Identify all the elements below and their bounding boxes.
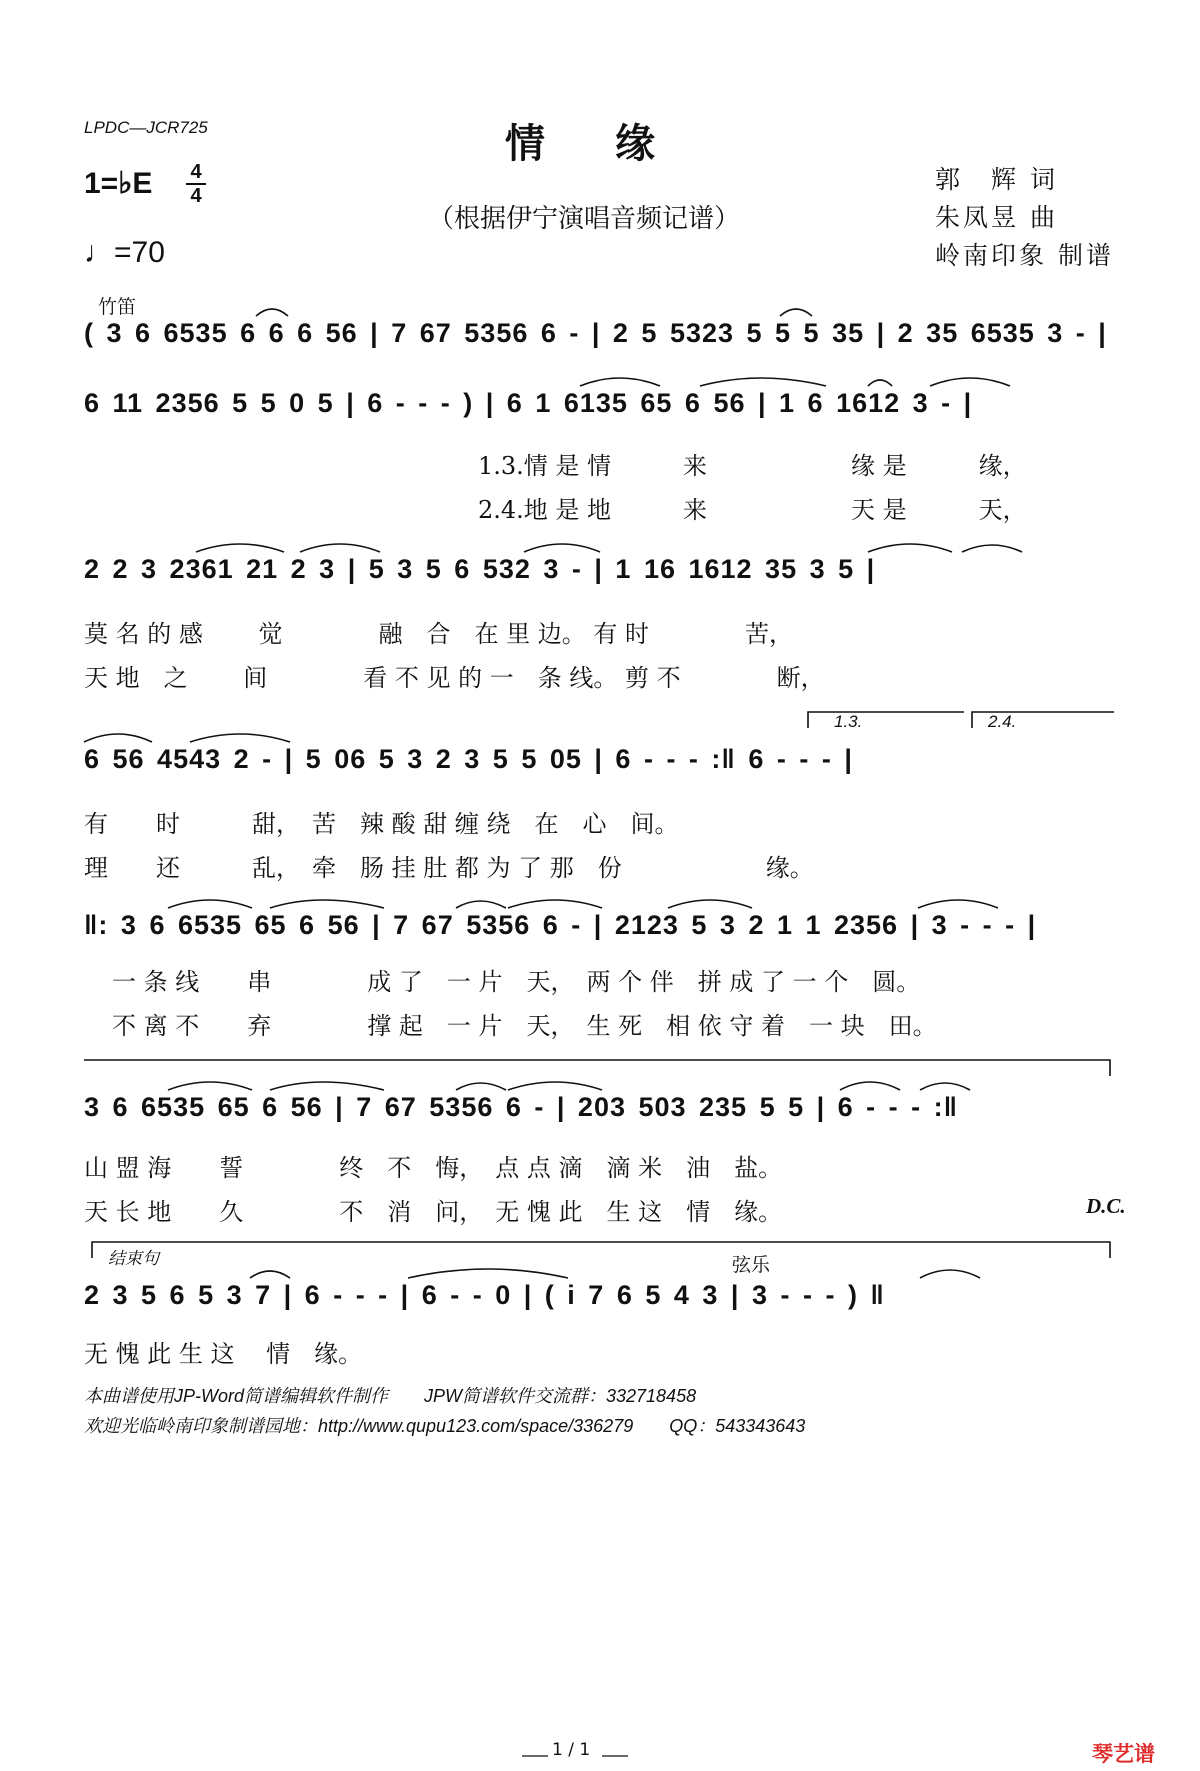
system-5-lyrics-1: 一 条 线 串 成 了 一 片 天， 两 个 伴 拼 成 了 一 个 圆。 (112, 968, 921, 996)
page-number: 1 / 1 (552, 1740, 591, 1760)
volta-1-label: 1.3. (834, 712, 863, 731)
site-logo: 琴艺谱 (1092, 1742, 1155, 1766)
strings-label: 弦乐 (732, 1254, 771, 1276)
song-subtitle: （根据伊宁演唱音频记谱） (428, 204, 741, 234)
system-4-notes: 6 56 4543 2 - | 5 06 5 3 2 3 5 5 05 | 6 - - - :‖ 6 - - - | (84, 744, 853, 774)
time-sig-top: 4 (190, 161, 202, 183)
system-4-lyrics-1: 有 时 甜， 苦 辣 酸 甜 缠 绕 在 心 间。 (84, 810, 679, 838)
system-2-notes: 6 11 2356 5 5 0 5 | 6 - - - ) | 6 1 6135 65 6 56 | 1 6 1612 3 - | (84, 388, 973, 418)
ending-label: 结束句 (108, 1249, 159, 1268)
time-sig-bottom: 4 (190, 185, 202, 207)
system-3-lyrics-1: 莫 名 的 感 觉 融 合 在 里 边。 有 时 苦， (84, 620, 794, 648)
system-6-notes: 3 6 6535 65 6 56 | 7 67 5356 6 - | 203 503 235 5 5 | 6 - - - :‖ (84, 1092, 959, 1122)
quarter-note-icon: ♩ (84, 236, 114, 269)
dc-marking: D.C. (1086, 1194, 1126, 1218)
system-6-lyrics-1: 山 盟 海 誓 终 不 悔， 点 点 滴 滴 米 油 盐。 (84, 1154, 783, 1182)
intro-instrument-label: 竹笛 (98, 296, 137, 318)
key-signature: 1=♭E (84, 167, 153, 200)
footer-line-2: 欢迎光临岭南印象制谱园地：http://www.qupu123.com/space/336279 QQ：543343643 (84, 1416, 806, 1436)
system-7-lyrics-1: 无 愧 此 生 这 情 缘。 (84, 1340, 363, 1368)
system-4-lyrics-2: 理 还 乱， 牵 肠 挂 肚 都 为 了 那 份 缘。 (84, 854, 814, 882)
system-3-notes: 2 2 3 2361 21 2 3 | 5 3 5 6 532 3 - | 1 16 1612 35 3 5 | (84, 554, 876, 584)
lyricist-credit: 郭 辉 词 (935, 165, 1058, 194)
footer-line-1: 本曲谱使用JP-Word简谱编辑软件制作 JPW简谱软件交流群：332718458 (84, 1386, 697, 1406)
system-2-lyrics-1: 1.3.情 是 情 来 缘 是 缘， (478, 452, 1027, 480)
system-3-lyrics-2: 天 地 之 间 看 不 见 的 一 条 线。 剪 不 断， (84, 664, 825, 692)
system-2-lyrics-2: 2.4.地 是 地 来 天 是 天， (478, 496, 1027, 524)
score-code: LPDC—JCR725 (84, 118, 208, 137)
tempo-value: =70 (114, 236, 165, 269)
system-1-notes: ( 3 6 6535 6 6 6 56 | 7 67 5356 6 - | 2 5 5323 5 5 5 35 | 2 35 6535 3 - | (84, 318, 1107, 348)
song-title: 情缘 (505, 120, 725, 167)
system-7-notes: 2 3 5 6 5 3 7 | 6 - - - | 6 - - 0 | ( i 7 6 5 4 3 | 3 - - - ) ‖ (84, 1280, 885, 1310)
system-6-lyrics-2: 天 长 地 久 不 消 问， 无 愧 此 生 这 情 缘。 (84, 1198, 783, 1226)
system-5-lyrics-2: 不 离 不 弃 撑 起 一 片 天， 生 死 相 依 守 着 一 块 田。 (112, 1012, 937, 1040)
volta-2-label: 2.4. (988, 712, 1017, 731)
composer-credit: 朱凤昱 曲 (935, 203, 1058, 232)
arranger-credit: 岭南印象 制谱 (935, 241, 1114, 270)
system-5-notes: ‖: 3 6 6535 65 6 56 | 7 67 5356 6 - | 2123 5 3 2 1 1 2356 | 3 - - - | (84, 910, 1037, 940)
